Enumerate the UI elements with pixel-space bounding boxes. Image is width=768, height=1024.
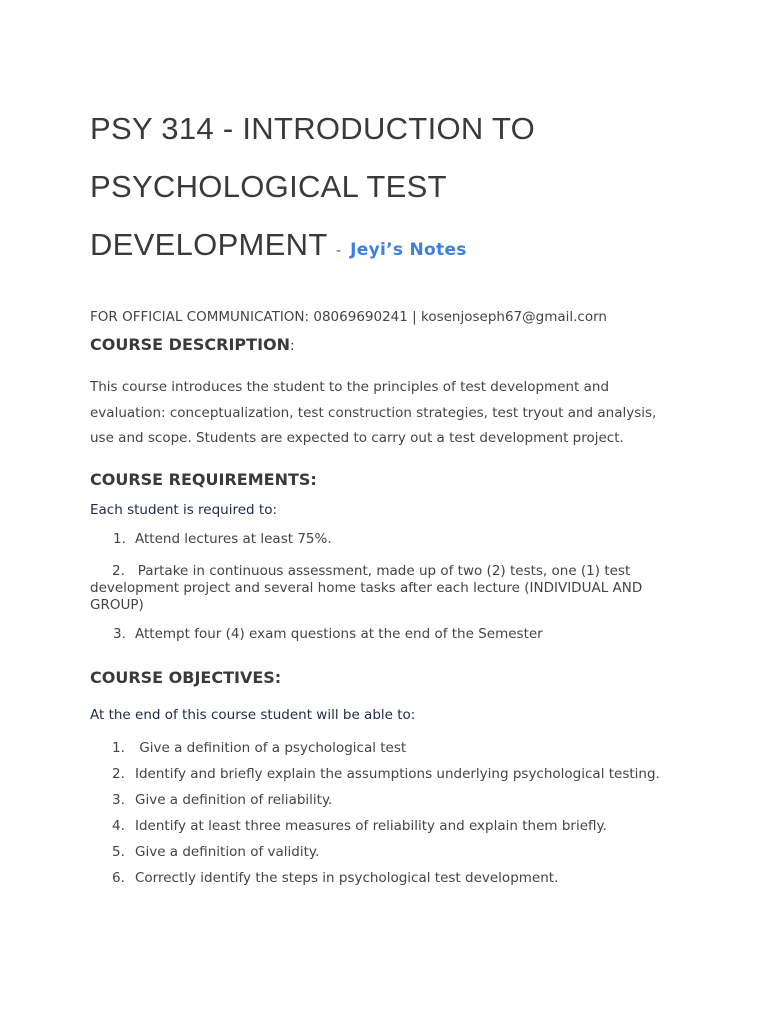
objective-item bbox=[90, 870, 660, 896]
objective-text: Give a definition of reliability. bbox=[135, 792, 333, 808]
requirement-number: 2. bbox=[112, 563, 125, 579]
objective-number: 1. bbox=[112, 740, 125, 756]
description-text: This course introduces the student to the principles of test development and evaluation: conceptualization, test construction strategies, test tryout and analysis, use and scope. Students are expected to carry out a test development project. bbox=[90, 379, 657, 446]
requirements-lead: Each student is required to: bbox=[90, 502, 278, 518]
title-line-1: PSY 314 - INTRODUCTION TO bbox=[90, 111, 536, 146]
requirements-heading: COURSE REQUIREMENTS: bbox=[90, 470, 317, 489]
requirement-text: Attend lectures at least 75%. bbox=[135, 531, 332, 547]
notes-label: Jeyi’s Notes bbox=[350, 240, 467, 260]
objective-number: 5. bbox=[112, 844, 125, 860]
objective-text: Identify at least three measures of reliability and explain them briefly. bbox=[135, 818, 607, 834]
requirement-item bbox=[90, 626, 670, 643]
objective-item bbox=[90, 818, 660, 844]
objective-item bbox=[90, 740, 660, 766]
title-separator: - bbox=[335, 242, 342, 259]
requirement-item bbox=[90, 531, 670, 548]
objectives-heading: COURSE OBJECTIVES: bbox=[90, 668, 282, 687]
requirement-item bbox=[90, 563, 670, 614]
objective-number: 4. bbox=[112, 818, 125, 834]
objective-number: 3. bbox=[112, 792, 125, 808]
objective-text: Identify and briefly explain the assumptions underlying psychological testing. bbox=[135, 766, 660, 782]
objectives-lead: At the end of this course student will be able to: bbox=[90, 707, 416, 723]
objective-number: 2. bbox=[112, 766, 125, 782]
objective-text: Give a definition of a psychological test bbox=[135, 740, 407, 756]
requirement-number: 3. bbox=[113, 626, 126, 642]
description-heading bbox=[90, 335, 295, 354]
objective-text: Give a definition of validity. bbox=[135, 844, 320, 860]
description-heading-colon: : bbox=[290, 338, 295, 354]
objective-number: 6. bbox=[112, 870, 125, 886]
objective-item bbox=[90, 844, 660, 870]
objectives-list bbox=[90, 740, 660, 896]
requirement-text: Attempt four (4) exam questions at the end of the Semester bbox=[135, 626, 543, 642]
requirement-number: 1. bbox=[113, 531, 126, 547]
title-line-3 bbox=[90, 216, 730, 280]
objective-item bbox=[90, 792, 660, 818]
page-title bbox=[90, 100, 730, 280]
title-line-3-text: DEVELOPMENT bbox=[90, 227, 328, 262]
objective-text: Correctly identify the steps in psychological test development. bbox=[135, 870, 559, 886]
requirement-text: Partake in continuous assessment, made up of two (2) tests, one (1) test development project and several home tasks after each lecture (INDIVIDUAL AND GROUP) bbox=[90, 563, 643, 613]
description-heading-text: COURSE DESCRIPTION bbox=[90, 335, 291, 354]
objective-item bbox=[90, 766, 660, 792]
contact-line: FOR OFFICIAL COMMUNICATION: 08069690241 | kosenjoseph67@gmail.corn bbox=[90, 308, 607, 325]
title-line-2: PSYCHOLOGICAL TEST bbox=[90, 169, 447, 204]
